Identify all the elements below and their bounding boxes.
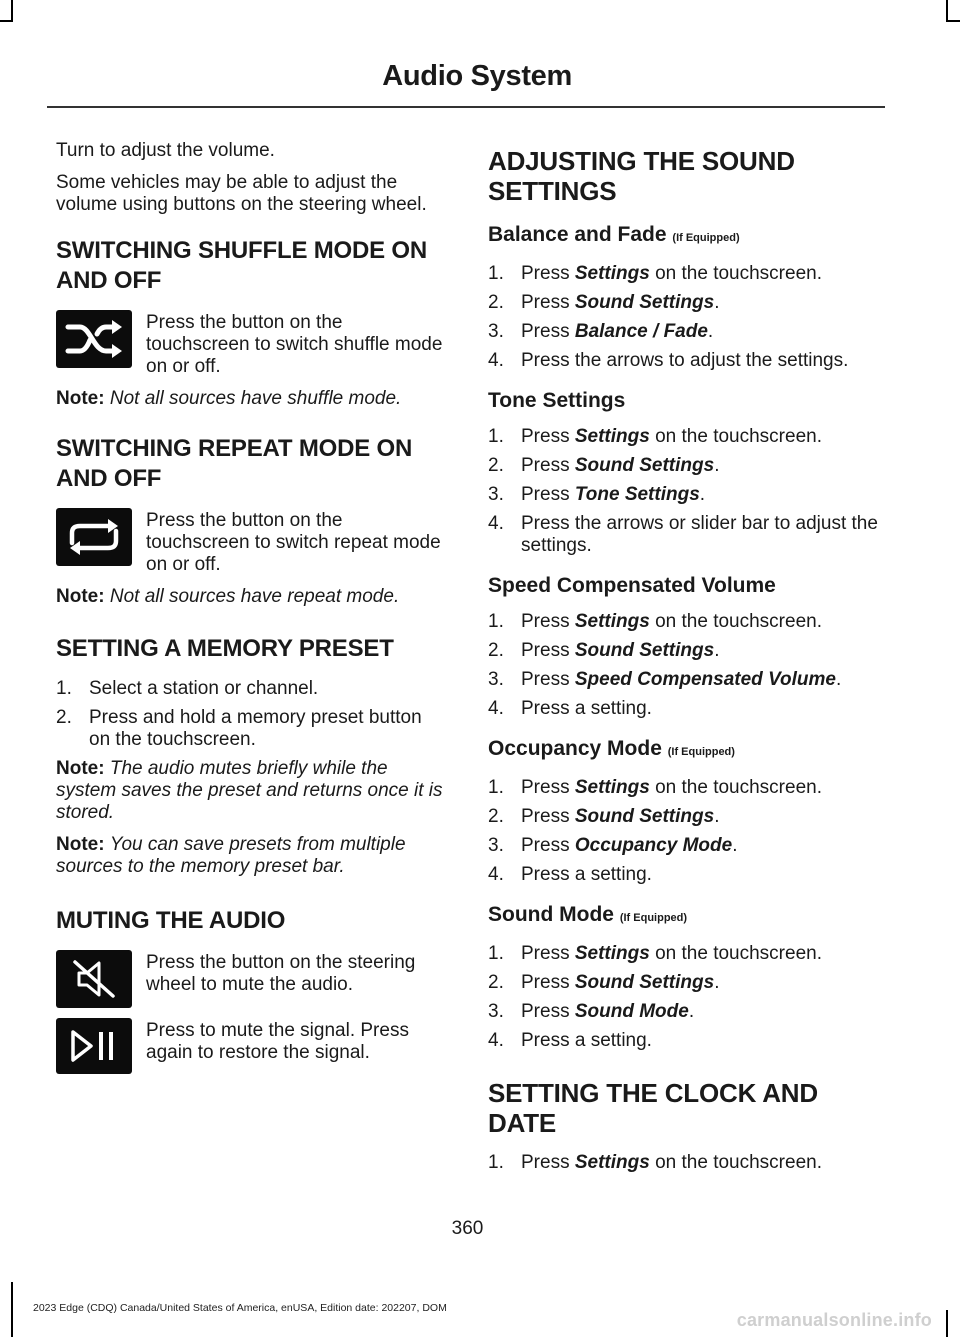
sound-settings-heading: ADJUSTING THE SOUND SETTINGS: [488, 146, 795, 206]
preset-note-2: [56, 834, 448, 878]
sound-mode-heading: Sound Mode (If Equipped): [488, 903, 688, 926]
list-item: 4. Press the arrows or slider bar to adjust the settings.: [488, 513, 878, 556]
preset-heading: SETTING A MEMORY PRESET: [56, 635, 394, 662]
volume-paragraph-1: Turn to adjust the volume.: [56, 140, 275, 161]
mute-signal-instruction: [56, 1018, 448, 1074]
crop-mark-bottom-left: [11, 1282, 13, 1337]
speed-volume-steps: [488, 611, 888, 720]
shuffle-instruction: [56, 310, 448, 378]
shuffle-heading: SWITCHING SHUFFLE MODE ON AND OFF: [56, 237, 427, 294]
list-item: 3. Press Occupancy Mode.: [488, 835, 738, 856]
list-item: 1. Select a station or channel.: [56, 678, 319, 699]
repeat-instruction-text: Press the button on the touchscreen to switch repeat mode on or off.: [146, 510, 441, 575]
list-item: 1. Press Settings on the touchscreen.: [488, 611, 822, 632]
list-item: 1. Press Settings on the touchscreen.: [488, 263, 822, 284]
tone-steps: [488, 426, 888, 557]
note-text: You can save presets from multiple sources to the memory preset bar.: [56, 834, 406, 877]
note-text: Not all sources have repeat mode.: [109, 586, 400, 607]
balance-steps: [488, 263, 888, 372]
crop-mark-top-left-h: [0, 20, 13, 22]
repeat-instruction: [56, 508, 448, 576]
list-item: 1. Press Settings on the touchscreen.: [488, 777, 822, 798]
list-item: 3. Press Speed Compensated Volume.: [488, 669, 842, 690]
mute-icon: [56, 950, 132, 1008]
page-number: 360: [451, 1218, 484, 1239]
list-item: 3. Press Tone Settings.: [488, 484, 706, 505]
repeat-note: [56, 586, 448, 608]
note-label: Note:: [56, 586, 105, 607]
watermark: carmanualsonline.info: [736, 1310, 932, 1330]
repeat-icon: [56, 508, 132, 566]
list-item: 2. Press Sound Settings.: [488, 806, 720, 827]
list-item: 3. Press Balance / Fade.: [488, 321, 714, 342]
edition-line: 2023 Edge (CDQ) Canada/United States of America, enUSA, Edition date: 202207, DOM: [33, 1302, 447, 1314]
list-item: 1. Press Settings on the touchscreen.: [488, 1152, 822, 1173]
list-item: 3. Press Sound Mode.: [488, 1001, 695, 1022]
list-item: 4. Press a setting.: [488, 864, 652, 885]
crop-mark-top-left: [11, 0, 13, 22]
speed-volume-heading: Speed Compensated Volume: [488, 574, 776, 597]
preset-note-1: [56, 758, 448, 824]
list-item: 2. Press Sound Settings.: [488, 972, 720, 993]
mute-instruction: [56, 950, 448, 1008]
left-column: [56, 140, 448, 1084]
clock-steps: [488, 1152, 888, 1174]
list-item: 4. Press a setting.: [488, 698, 652, 719]
repeat-heading: SWITCHING REPEAT MODE ON AND OFF: [56, 435, 413, 492]
list-item: 4. Press a setting.: [488, 1030, 652, 1051]
header-divider: [47, 106, 885, 108]
shuffle-note: [56, 388, 448, 410]
list-item: 1. Press Settings on the touchscreen.: [488, 426, 822, 447]
balance-heading: Balance and Fade (If Equipped): [488, 223, 740, 246]
tone-heading: Tone Settings: [488, 389, 626, 412]
note-label: Note:: [56, 758, 105, 779]
crop-mark-top-right-h: [946, 20, 960, 22]
shuffle-icon: [56, 310, 132, 368]
note-text: Not all sources have shuffle mode.: [109, 388, 402, 409]
shuffle-instruction-text: Press the button on the touchscreen to switch shuffle mode on or off.: [146, 312, 443, 377]
list-item: 2. Press Sound Settings.: [488, 455, 720, 476]
mute-signal-text: Press to mute the signal. Press again to restore the signal.: [146, 1020, 409, 1063]
list-item: 2. Press Sound Settings.: [488, 640, 720, 661]
list-item: 1. Press Settings on the touchscreen.: [488, 943, 822, 964]
volume-paragraph-2: Some vehicles may be able to adjust the volume using buttons on the steering wheel.: [56, 172, 427, 215]
list-item: 2. Press and hold a memory preset button on the touchscreen.: [56, 707, 422, 750]
note-label: Note:: [56, 834, 105, 855]
crop-mark-top-right: [946, 0, 948, 22]
list-item: 4. Press the arrows to adjust the settings.: [488, 350, 849, 371]
note-text: The audio mutes briefly while the system saves the preset and returns once it is stored.: [56, 758, 443, 823]
right-column: [488, 140, 888, 1181]
play-pause-icon: [56, 1018, 132, 1074]
occupancy-heading: Occupancy Mode (If Equipped): [488, 737, 735, 760]
crop-mark-bottom-right: [946, 1310, 948, 1337]
preset-steps: [56, 678, 448, 751]
note-label: Note:: [56, 388, 105, 409]
mute-instruction-text: Press the button on the steering wheel to mute the audio.: [146, 952, 416, 995]
mute-heading: MUTING THE AUDIO: [56, 907, 286, 934]
list-item: 2. Press Sound Settings.: [488, 292, 720, 313]
occupancy-steps: [488, 777, 888, 886]
clock-heading: SETTING THE CLOCK AND DATE: [488, 1078, 818, 1138]
sound-mode-steps: [488, 943, 888, 1052]
page-header-title: Audio System: [382, 60, 572, 92]
